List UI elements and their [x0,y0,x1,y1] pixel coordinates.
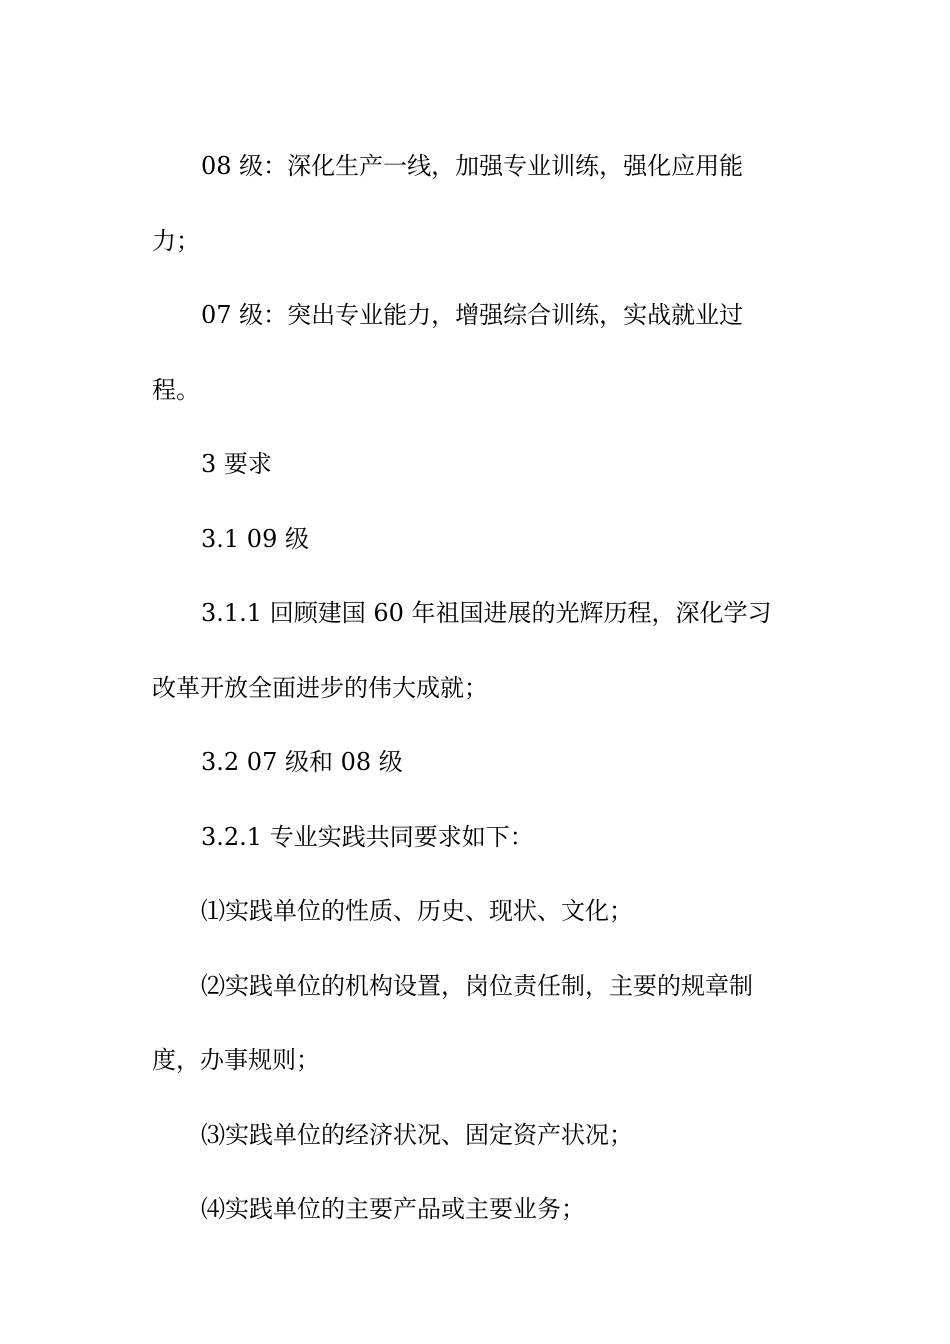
list-item-3: ⑶实践单位的经济状况、固定资产状况； [201,1120,633,1149]
paragraph-grade-08-line-1: 08 级：深化生产一线，加强专业训练，强化应用能 [201,152,744,180]
item-3-1-1-line-1: 3.1.1 回顾建国 60 年祖国进展的光辉历程，深化学习 [201,599,772,627]
paragraph-grade-08-line-2: 力； [152,226,200,255]
section-heading-3: 3 要求 [201,450,272,478]
list-item-4: ⑷实践单位的主要产品或主要业务； [201,1195,585,1223]
item-3-1-1-line-2: 改革开放全面进步的伟大成就； [152,673,488,702]
item-3-2-1: 3.2.1 专业实践共同要求如下： [201,822,534,851]
paragraph-grade-07-line-1: 07 级：突出专业能力，增强综合训练，实战就业过 [201,301,744,329]
list-item-2-line-1: ⑵实践单位的机构设置，岗位责任制，主要的规章制 [201,971,753,1000]
paragraph-grade-07-line-2: 程。 [152,375,200,404]
section-heading-3-2: 3.2 07 级和 08 级 [201,748,403,776]
document-body [152,129,802,1247]
list-item-1: ⑴实践单位的性质、历史、现状、文化； [201,897,633,925]
section-heading-3-1: 3.1 09 级 [201,524,309,553]
list-item-2-line-2: 度，办事规则； [152,1046,320,1074]
